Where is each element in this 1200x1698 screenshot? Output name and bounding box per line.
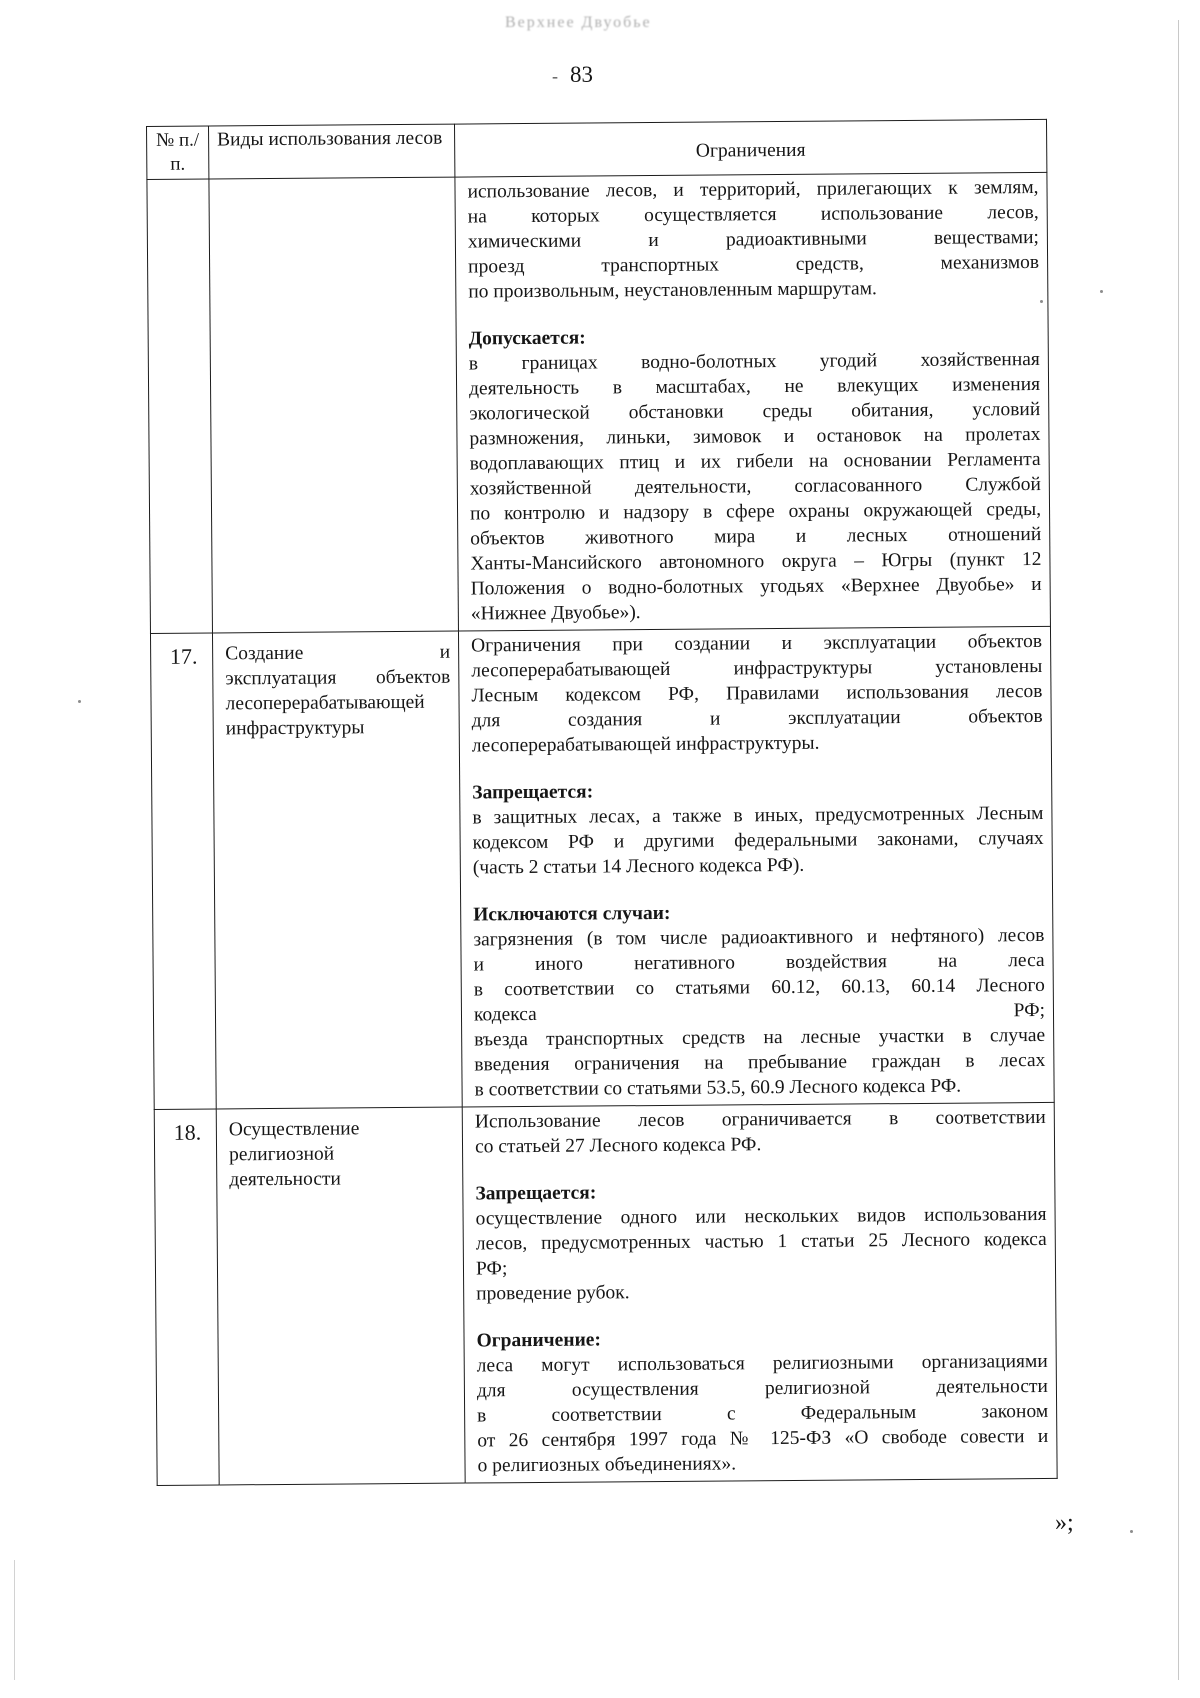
limitation-text-line: размножения, линьки, зимовок и остановок на пролетах xyxy=(469,423,1041,450)
limitation-text-line: экологической обстановки среды обитания, условий xyxy=(469,398,1041,425)
limitation-text-line: «Нижнее Двуобье»). xyxy=(470,602,641,625)
limitation-text-line: (часть 2 статьи 14 Лесного кодекса РФ). xyxy=(472,854,805,879)
limitation-heading: Исключаются случаи: xyxy=(473,902,671,926)
limitation-text-line: Ограничения при создании и эксплуатации объектов xyxy=(471,630,1043,657)
limitation-text-line: в защитных лесах, а также в иных, предусмотренных Лесным xyxy=(472,802,1044,829)
header-limitations: Ограничения xyxy=(454,119,1046,177)
limitations-table xyxy=(146,119,1058,1486)
limitation-heading: Запрещается: xyxy=(472,781,594,804)
limitation-heading: Ограничение: xyxy=(476,1329,602,1352)
kind-line: эксплуатация объектов xyxy=(225,666,451,690)
limitation-text-line: со статьей 27 Лесного кодекса РФ. xyxy=(474,1134,762,1158)
limitation-text-line: введения ограничения на пребывание граждан в лесах xyxy=(474,1049,1046,1076)
limitation-text-line: для осуществления религиозной деятельности xyxy=(476,1375,1049,1402)
limitation-text-line: в соответствии со статьями 53.5, 60.9 Лесного кодекса РФ. xyxy=(474,1075,962,1101)
limitation-text-line: и иного негативного воздействия на леса xyxy=(473,949,1045,976)
limitation-heading: Запрещается: xyxy=(475,1182,597,1205)
limitation-text-line: леса могут использоваться религиозными организациями xyxy=(476,1350,1048,1377)
limitation-text-line: использование лесов, и территорий, прилегающих к землям, xyxy=(467,176,1039,203)
limitation-text-line: объектов животного мира и лесных отношений xyxy=(470,523,1042,550)
limitation-text-line: кодекса РФ; xyxy=(473,999,1046,1026)
scan-speck xyxy=(1130,1530,1133,1533)
limitation-text-line: загрязнения (в том числе радиоактивного и нефтяного) лесов xyxy=(473,924,1045,951)
scan-edge-line-left xyxy=(14,1560,15,1680)
kind-line: инфраструктуры xyxy=(225,717,365,740)
row-number: 18. xyxy=(154,1109,219,1485)
limitation-text-line: деятельность в масштабах, не влекущих изменения xyxy=(468,373,1041,400)
page-number-dash: - xyxy=(552,66,558,86)
limitation-text-line: РФ; xyxy=(475,1258,508,1280)
limitation-text-line: химическими и радиоактивными веществами; xyxy=(467,226,1039,253)
scan-speck xyxy=(78,700,81,703)
row-number xyxy=(147,179,213,633)
header-number: № п./п. xyxy=(147,126,209,179)
limitation-text-line: Положения о водно-болотных угодьях «Верхнее Двуобье» и xyxy=(470,573,1042,600)
limitation-text-line: въезда транспортных средств на лесные участки в случае xyxy=(474,1024,1046,1051)
limitation-text-line: Ханты-Мансийского автономного округа – Югры (пункт 12 xyxy=(470,548,1042,575)
limitation-text-line: по контролю и надзору в сфере охраны окружающей среды, xyxy=(469,498,1042,525)
limitation-text-line: лесоперерабатывающей инфраструктуры установлены xyxy=(471,655,1043,682)
table-header-row xyxy=(147,119,1047,179)
limitation-text-line: водоплавающих птиц и их гибели на основании Регламента xyxy=(469,448,1041,475)
limitation-text-line: лесоперерабатывающей инфраструктуры. xyxy=(471,732,820,757)
scan-edge-line xyxy=(1178,20,1179,1680)
scan-speck xyxy=(1040,300,1043,303)
limitation-text-line: кодексом РФ и другими федеральными законами, случаях xyxy=(472,827,1044,854)
limitation-text-line: проезд транспортных средств, механизмов xyxy=(468,251,1040,278)
limitation-text-line: лесов, предусмотренных частью 1 статьи 25 Лесного кодекса xyxy=(475,1228,1047,1255)
row-number: 17. xyxy=(150,633,216,1109)
limitation-text-line: осуществление одного или нескольких видов использования xyxy=(475,1203,1047,1230)
kind-line: Осуществление xyxy=(228,1118,360,1141)
row-limitations xyxy=(458,626,1054,1107)
row-limitations xyxy=(462,1102,1057,1483)
kind-line: деятельности xyxy=(229,1168,341,1191)
table-body xyxy=(147,172,1057,1485)
table-row xyxy=(150,626,1054,1109)
page-number: 83 xyxy=(570,62,593,87)
row-limitations xyxy=(455,172,1051,631)
row-kind xyxy=(212,631,462,1109)
closing-quote-mark: »; xyxy=(1055,1510,1074,1536)
table-row xyxy=(154,1102,1057,1485)
limitation-text-line: по произвольным, неустановленным маршрутам. xyxy=(468,278,877,303)
row-kind xyxy=(209,177,459,633)
kind-line: Создание и xyxy=(225,641,451,665)
limitation-text-line: от 26 сентября 1997 года № 125-ФЗ «О свободе совести и xyxy=(477,1425,1049,1452)
limitation-text-line: в границах водно-болотных угодий хозяйственная xyxy=(468,348,1040,375)
limitation-text-line: на которых осуществляется использование лесов, xyxy=(467,201,1039,228)
limitation-text-line: о религиозных объединениях». xyxy=(477,1453,737,1477)
limitation-text-line: для создания и эксплуатации объектов xyxy=(471,705,1043,732)
header-kind: Виды использования лесов xyxy=(209,124,455,179)
limitation-text-line: хозяйственной деятельности, согласованного Службой xyxy=(469,473,1041,500)
limitation-text-line: в соответствии с Федеральным законом xyxy=(477,1400,1049,1427)
kind-line: религиозной xyxy=(229,1143,335,1166)
faded-stamp-text: Верхнее Двуобье xyxy=(505,14,652,31)
limitation-text-line: Использование лесов ограничивается в соответствии xyxy=(474,1106,1046,1133)
limitation-text-line: Лесным кодексом РФ, Правилами использования лесов xyxy=(471,680,1043,707)
table-row xyxy=(147,172,1051,633)
row-kind xyxy=(216,1107,465,1485)
scan-speck xyxy=(1100,290,1103,293)
limitation-text-line: проведение рубок. xyxy=(476,1282,630,1305)
kind-line: лесоперерабатывающей xyxy=(225,691,425,715)
limitation-heading: Допускается: xyxy=(468,327,586,350)
limitation-text-line: в соответствии со статьями 60.12, 60.13, 60.14 Лесного xyxy=(473,974,1045,1001)
